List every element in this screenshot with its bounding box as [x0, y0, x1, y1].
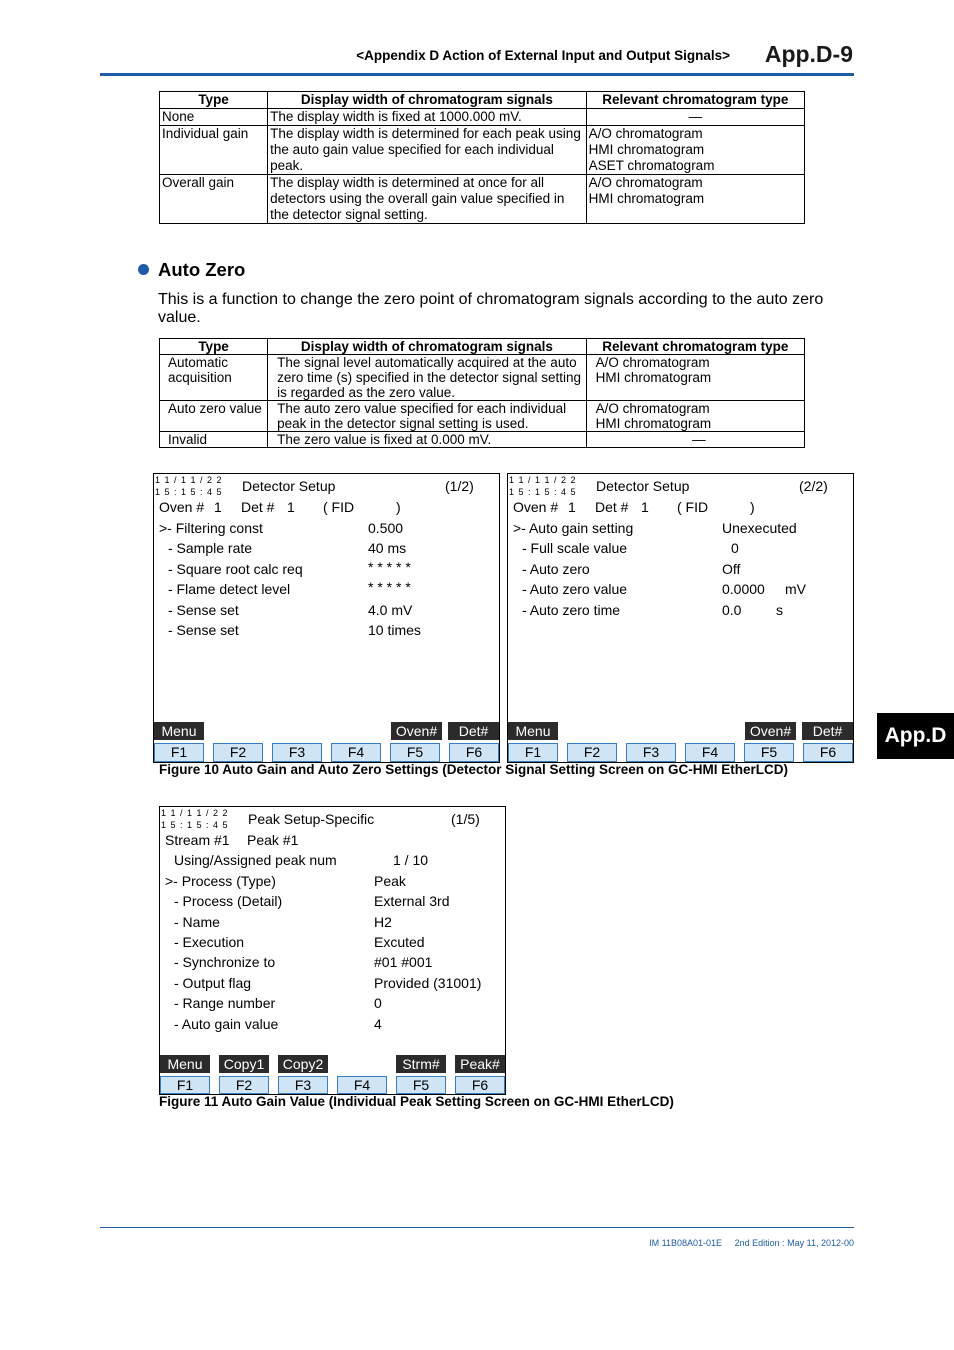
setting-label[interactable]: - Sense set: [168, 602, 239, 618]
fkey-f5[interactable]: F5: [396, 1076, 446, 1094]
auto-zero-table: [159, 338, 805, 448]
setting-label[interactable]: - Full scale value: [522, 540, 628, 556]
doc-number: IM 11B08A01-01E: [649, 1238, 723, 1248]
softkey-strm[interactable]: Strm#: [396, 1055, 446, 1073]
cell-width: The display width is fixed at 1000.000 mV.: [268, 109, 586, 126]
footer-rule: [100, 1227, 854, 1228]
setting-label[interactable]: - Output flag: [174, 975, 252, 991]
fkey-f6[interactable]: F6: [803, 743, 853, 762]
setting-label[interactable]: - Auto gain value: [174, 1016, 279, 1032]
cell-width: The zero value is fixed at 0.000 mV.: [268, 432, 586, 448]
cell-type: Overall gain: [160, 175, 268, 224]
setting-value: Unexecuted: [722, 520, 797, 536]
section-title: Auto Zero: [158, 259, 246, 280]
setting-value: Provided (31001): [374, 975, 482, 991]
cell-width: The display width is determined for each peak using the auto gain value specified for each individual peak.: [268, 126, 586, 175]
screen-page: (2/2): [799, 478, 828, 494]
section-text: This is a function to change the zero point of chromatogram signals according to the auto zero value.: [158, 291, 824, 326]
fkey-f5[interactable]: F5: [744, 743, 794, 762]
col-width: Display width of chromatogram signals: [268, 339, 586, 355]
det-value: 1: [641, 499, 649, 515]
fkey-f4[interactable]: F4: [685, 743, 735, 762]
softkey-menu[interactable]: Menu: [154, 722, 204, 740]
fkey-f1[interactable]: F1: [154, 743, 204, 762]
table-row: [160, 126, 805, 175]
using-value: 1 / 10: [393, 852, 429, 868]
setting-value: #01 #001: [374, 954, 433, 970]
softkey-copy2[interactable]: Copy2: [278, 1055, 328, 1073]
cell-relevant: A/O chromatogram HMI chromatogram: [586, 401, 804, 432]
setting-label[interactable]: - Sample rate: [168, 540, 253, 556]
setting-label[interactable]: >- Filtering const: [159, 520, 263, 536]
setting-value: 40 ms: [368, 540, 407, 556]
setting-value: Off: [722, 561, 741, 577]
fkey-f3[interactable]: F3: [272, 743, 322, 762]
cell-type: None: [160, 109, 268, 126]
setting-value: External 3rd: [374, 893, 450, 909]
oven-value: 1: [568, 499, 576, 515]
detector-setup-screen-2: [507, 473, 854, 763]
setting-label[interactable]: - Sense set: [168, 622, 239, 638]
setting-value: 0.0000: [722, 581, 765, 597]
figure-caption: Figure 10 Auto Gain and Auto Zero Settings (Detector Signal Setting Screen on GC-HMI EtherLCD): [159, 762, 789, 777]
cell-type: Individual gain: [160, 126, 268, 175]
cell-width: The auto zero value specified for each individual peak in the detector signal setting is used.: [268, 401, 586, 432]
setting-label[interactable]: - Execution: [174, 934, 245, 950]
bullet-icon: [138, 264, 149, 275]
setting-label[interactable]: - Auto zero time: [522, 602, 621, 618]
setting-value: Excuted: [374, 934, 425, 950]
cell-type: Invalid: [160, 432, 268, 448]
softkey-menu[interactable]: Menu: [160, 1055, 210, 1073]
table-row: [160, 175, 805, 224]
fkey-f2[interactable]: F2: [567, 743, 617, 762]
screen-page: (1/2): [445, 478, 474, 494]
screen-date: 1 1 / 1 1 / 2 2: [161, 808, 229, 818]
cell-type: Auto zero value: [160, 401, 268, 432]
table-row: [160, 109, 805, 126]
edition: 2nd Edition : May 11, 2012-00: [734, 1238, 854, 1248]
fkey-f5[interactable]: F5: [390, 743, 440, 762]
cell-relevant: A/O chromatogram HMI chromatogram: [586, 355, 804, 401]
det-value: 1: [287, 499, 295, 515]
footer: [649, 1238, 854, 1248]
setting-value: Peak: [374, 873, 406, 889]
col-relevant: Relevant chromatogram type: [586, 92, 804, 109]
table-row: [160, 355, 805, 401]
setting-label[interactable]: - Name: [174, 914, 220, 930]
header-rule: [100, 73, 854, 76]
softkey-oven[interactable]: Oven#: [745, 722, 796, 740]
fkey-f4[interactable]: F4: [331, 743, 381, 762]
setting-value: 0.0: [722, 602, 742, 618]
setting-label[interactable]: - Square root calc req: [168, 561, 303, 577]
gain-type-table: [159, 91, 805, 224]
screen-page: (1/5): [451, 811, 480, 827]
cell-width: The display width is determined at once for all detectors using the overall gain value specified in the detector signal setting.: [268, 175, 586, 224]
running-header: <Appendix D Action of External Input and Output Signals>: [356, 48, 730, 63]
softkey-copy1[interactable]: Copy1: [219, 1055, 269, 1073]
cell-relevant: —: [586, 109, 804, 126]
fkey-f2[interactable]: F2: [219, 1076, 269, 1094]
softkey-oven[interactable]: Oven#: [391, 722, 442, 740]
cell-width: The signal level automatically acquired at the auto zero time (s) specified in the detector signal setting is regarded as the zero value.: [268, 355, 586, 401]
setting-value: 4.0 mV: [368, 602, 413, 618]
screen-time: 1 5 : 1 5 : 4 5: [161, 820, 229, 830]
fkey-f1[interactable]: F1: [160, 1076, 210, 1094]
col-type: Type: [160, 339, 268, 355]
screen-time: 1 5 : 1 5 : 4 5: [509, 487, 577, 497]
fkey-f4[interactable]: F4: [337, 1076, 387, 1094]
page-number: App.D-9: [764, 41, 853, 67]
setting-value: 0: [374, 995, 382, 1011]
softkey-peak[interactable]: Peak#: [455, 1055, 505, 1073]
cell-type: Automatic acquisition: [160, 355, 268, 401]
setting-value: 0.500: [368, 520, 404, 536]
setting-value: H2: [374, 914, 392, 930]
peak-label: Peak #1: [247, 832, 299, 848]
detector-setup-screen-1: [153, 473, 500, 763]
oven-value: 1: [214, 499, 222, 515]
softkey-det[interactable]: Det#: [802, 722, 853, 740]
det-label: Det #: [241, 499, 275, 515]
peak-setup-screen: [159, 806, 506, 1095]
fkey-f3[interactable]: F3: [626, 743, 676, 762]
screen-date: 1 1 / 1 1 / 2 2: [155, 475, 223, 485]
setting-value: 4: [374, 1016, 382, 1032]
det-type: ( FID: [677, 499, 709, 515]
fkey-f6[interactable]: F6: [455, 1076, 505, 1094]
table-row: [160, 401, 805, 432]
col-width: Display width of chromatogram signals: [268, 92, 586, 109]
fkey-f1[interactable]: F1: [508, 743, 558, 762]
setting-label[interactable]: >- Auto gain setting: [513, 520, 634, 536]
screen-title: Detector Setup: [596, 478, 690, 494]
det-type-close: ): [396, 499, 401, 515]
fkey-f2[interactable]: F2: [213, 743, 263, 762]
setting-value: * * * * *: [368, 579, 411, 595]
softkey-det[interactable]: Det#: [448, 722, 499, 740]
appendix-tab: App.D: [877, 713, 954, 759]
stream-label: Stream #1: [165, 832, 230, 848]
det-type: ( FID: [323, 499, 355, 515]
cell-relevant: A/O chromatogram HMI chromatogram ASET chromatogram: [586, 126, 804, 175]
table-row: [160, 432, 805, 448]
fkey-f6[interactable]: F6: [449, 743, 499, 762]
col-relevant: Relevant chromatogram type: [586, 339, 804, 355]
setting-value: 10 times: [368, 622, 421, 638]
setting-label[interactable]: - Synchronize to: [174, 954, 276, 970]
oven-label: Oven #: [513, 499, 559, 515]
screen-title: Detector Setup: [242, 478, 336, 494]
softkey-menu[interactable]: Menu: [508, 722, 558, 740]
fkey-f3[interactable]: F3: [278, 1076, 328, 1094]
screen-title: Peak Setup-Specific: [248, 811, 375, 827]
col-type: Type: [160, 92, 268, 109]
figure-caption: Figure 11 Auto Gain Value (Individual Peak Setting Screen on GC-HMI EtherLCD): [159, 1094, 674, 1109]
setting-unit: s: [776, 602, 783, 618]
oven-label: Oven #: [159, 499, 205, 515]
setting-label[interactable]: - Range number: [174, 995, 276, 1011]
setting-label[interactable]: >- Process (Type): [165, 873, 276, 889]
cell-relevant: A/O chromatogram HMI chromatogram: [586, 175, 804, 224]
screen-date: 1 1 / 1 1 / 2 2: [509, 475, 577, 485]
setting-value: * * * * *: [368, 559, 411, 575]
table-header-row: [160, 92, 805, 109]
setting-label[interactable]: - Auto zero value: [522, 581, 628, 597]
det-type-close: ): [750, 499, 755, 515]
setting-label[interactable]: - Auto zero: [522, 561, 590, 577]
setting-label[interactable]: - Flame detect level: [168, 581, 291, 597]
setting-unit: mV: [785, 581, 806, 597]
setting-label[interactable]: - Process (Detail): [174, 893, 283, 909]
using-label: Using/Assigned peak num: [174, 852, 337, 868]
det-label: Det #: [595, 499, 629, 515]
cell-relevant: —: [586, 432, 804, 448]
table-header-row: [160, 339, 805, 355]
screen-time: 1 5 : 1 5 : 4 5: [155, 487, 223, 497]
setting-value: 0: [731, 540, 739, 556]
